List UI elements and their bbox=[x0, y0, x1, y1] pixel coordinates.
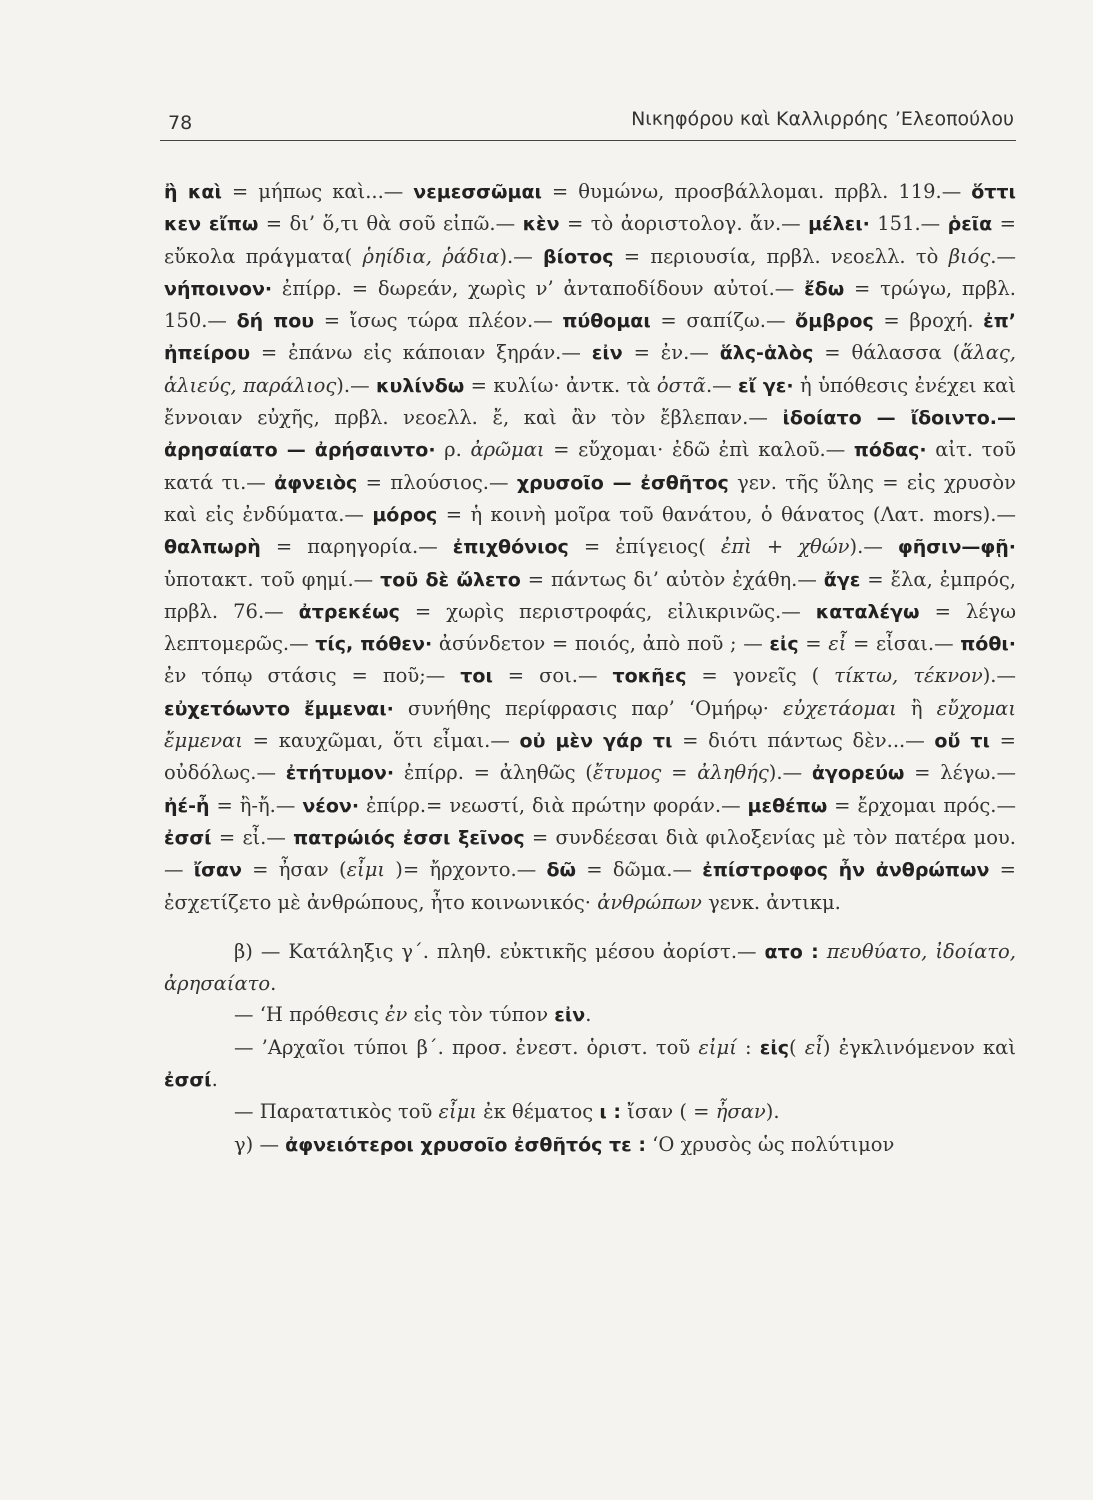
italic-term: εὔχομαι ἔμμεναι bbox=[164, 696, 1016, 753]
headword: εἴ γε· bbox=[738, 374, 794, 397]
text-run: . bbox=[270, 972, 277, 996]
italic-term: ῥηίδια, ῥάδια bbox=[362, 244, 500, 268]
headword: τοκῆες bbox=[612, 665, 687, 688]
text-run: ἐπίρρ.= νεωστί, διὰ πρώτην φοράν.— bbox=[359, 793, 748, 817]
text-run: β) — Κατάληξις γ΄. πληθ. εὐκτικῆς μέσου ἀορίστ.— bbox=[234, 939, 765, 963]
text-run: ). bbox=[765, 1100, 780, 1124]
headword: ι : bbox=[599, 1101, 621, 1124]
text-run: = πλούσιος.— bbox=[357, 470, 517, 494]
headword: οὐ μὲν γάρ τι bbox=[519, 730, 673, 753]
text-run: γ) — bbox=[234, 1132, 286, 1156]
text-run: ἐπίρρ. = ἀληθῶς ( bbox=[394, 761, 593, 785]
text-run: = εἶσαι.— bbox=[846, 632, 961, 656]
text-run: = διότι πάντως δὲν...— bbox=[672, 729, 935, 753]
text-run: = ἐπίγειος( bbox=[568, 535, 721, 559]
headword: ἀφνειότεροι χρυσοῖο ἐσθῆτός τε : bbox=[285, 1133, 646, 1156]
headword: δῶ bbox=[546, 859, 577, 882]
text-run: = ἴσως τώρα πλέον.— bbox=[314, 309, 563, 333]
headword: μόρος bbox=[372, 503, 438, 526]
headword: τοῦ δὲ ὤλετο bbox=[380, 568, 521, 591]
text-run: = λέγω λεπτομερῶς.— bbox=[164, 599, 1016, 656]
text-run: — Παρατατικὸς τοῦ bbox=[234, 1100, 439, 1124]
headword: ἔδω bbox=[804, 277, 845, 300]
headword: ἅλς-ἁλὸς bbox=[719, 342, 814, 365]
italic-term: ἐπὶ + χθών bbox=[720, 535, 850, 559]
text-run: ἢ bbox=[896, 696, 937, 720]
text-run: . bbox=[211, 1068, 218, 1092]
text-run: γενκ. ἀντικμ. bbox=[701, 890, 841, 914]
text-run: = γονεῖς ( bbox=[686, 664, 835, 688]
headword: πύθομαι bbox=[562, 310, 651, 333]
headword: δή που bbox=[236, 310, 315, 333]
note-b-preposition bbox=[164, 999, 1016, 1031]
headword: εἰς bbox=[769, 633, 799, 656]
headword: τοι bbox=[460, 665, 493, 688]
text-run bbox=[819, 940, 827, 963]
text-run: : bbox=[736, 1035, 760, 1059]
headword: πόθι· bbox=[960, 633, 1016, 656]
text-run: = bbox=[798, 632, 829, 656]
text-run: = βροχή. bbox=[873, 309, 984, 333]
headword: ἐσσί bbox=[164, 826, 212, 849]
note-g-paragraph bbox=[164, 1129, 1016, 1161]
headword: εἰν bbox=[554, 1004, 586, 1027]
headword: ὄμβρος bbox=[795, 310, 874, 333]
headword: νήποινον· bbox=[164, 277, 273, 300]
text-run: = εὔκολα πράγματα( bbox=[164, 212, 1016, 268]
text-run: = bbox=[661, 761, 698, 785]
text-run: = τὸ ἀοριστολογ. ἄν.— bbox=[559, 212, 809, 236]
headword: ῥεῖα bbox=[947, 213, 993, 236]
text-run: = ἔλα, ἐμπρός, πρβλ. 76.— bbox=[164, 567, 1016, 623]
headword: ἀφνειὸς bbox=[274, 471, 358, 494]
headword: πόδας· bbox=[853, 439, 927, 462]
text-run: = παρηγορία.— bbox=[260, 535, 453, 559]
text-run: ἐπίρρ. = δωρεάν, χωρὶς ν’ ἀνταποδίδουν αὐτοί.— bbox=[272, 276, 805, 300]
italic-term: ὀστᾶ bbox=[656, 373, 706, 397]
running-head: Νικηφόρου καὶ Καλλιρρόης ’Ελεοπούλου bbox=[631, 108, 1014, 130]
headword: ἐτήτυμον· bbox=[285, 762, 395, 785]
text-run: 151.— bbox=[869, 212, 948, 236]
text-run bbox=[290, 697, 304, 720]
page-number: 78 bbox=[168, 112, 193, 134]
text-run: = μήπως καὶ...— bbox=[221, 180, 414, 203]
text-run: ὑποτακτ. τοῦ φημί.— bbox=[164, 567, 381, 591]
headword: οὔ τι bbox=[934, 730, 990, 753]
headword: ἴσαν bbox=[193, 859, 242, 882]
text-run: = σοι.— bbox=[492, 664, 613, 688]
text-run: ἡ ὑπόθεσις ἐνέχει καὶ ἔννοιαν εὐχῆς, πρβλ. νεοελλ. ἔ, καὶ ἂν τὸν ἔβλεπαν.— bbox=[164, 373, 1016, 430]
text-run: = ἡ κοινὴ μοῖρα τοῦ θανάτου, ὁ θάνατος (Λατ. mors).— bbox=[437, 502, 1016, 526]
text-run: ρ. bbox=[435, 438, 471, 462]
text-run: ἐκ θέματος bbox=[476, 1100, 600, 1124]
headword: ὅττι κεν εἴπω bbox=[164, 181, 1016, 236]
headword: καταλέγω bbox=[815, 600, 920, 623]
headword: ἢ καὶ bbox=[164, 181, 222, 203]
text-run: = οὐδόλως.— bbox=[164, 729, 1016, 785]
text-run: ).— bbox=[849, 535, 898, 559]
text-run: — ‘Η πρόθεσις bbox=[234, 1003, 386, 1027]
text-run: ‘Ο χρυσὸς ὡς πολύτιμον bbox=[645, 1132, 895, 1156]
text-run: = λέγω.— bbox=[904, 761, 1016, 785]
headword: ἐπ’ ἠπείρου bbox=[164, 310, 1016, 365]
text-run: = περιουσία, πρβλ. νεοελλ. τὸ bbox=[613, 244, 949, 268]
headword: εἰν bbox=[591, 342, 623, 365]
headword: ἄγε bbox=[823, 568, 861, 591]
text-run: ἴσαν ( = bbox=[620, 1100, 716, 1124]
italic-term: ἀληθής bbox=[697, 761, 769, 785]
headword: μέλει· bbox=[808, 213, 870, 236]
note-b-archaic-forms bbox=[164, 1032, 1016, 1097]
headword: ἰδοίατο — ἴδοιντο.— ἀρησαίατο — ἀρήσαιντο· bbox=[164, 407, 1016, 462]
text-run: = ἐν.— bbox=[622, 341, 720, 365]
italic-term: εἶμι bbox=[438, 1100, 477, 1124]
italic-term: ἀρῶμαι bbox=[470, 438, 545, 462]
text-run: .— bbox=[705, 373, 739, 397]
text-run: = δι’ ὅ,τι θὰ σοῦ εἰπῶ.— bbox=[258, 212, 523, 236]
text-run: ἀσύνδετον = ποιός, ἀπὸ ποῦ ; — bbox=[432, 632, 770, 656]
headword: ἐπιχθόνιος bbox=[452, 536, 569, 559]
glossary-paragraph bbox=[164, 176, 1016, 918]
headword: νεμεσσῶμαι bbox=[413, 181, 542, 203]
text-run: = ἢ-ἤ.— bbox=[209, 793, 303, 817]
text-run: ).— bbox=[982, 664, 1016, 688]
text-run: = ἦσαν ( bbox=[241, 858, 347, 882]
headword: χρυσοῖο — ἐσθῆτος bbox=[516, 471, 729, 494]
italic-term: ἐν bbox=[385, 1003, 408, 1027]
text-run: ) ἐγκλινόμενον καὶ bbox=[822, 1035, 1016, 1059]
text-run: εἰς τὸν τύπον bbox=[407, 1003, 555, 1027]
headword: κυλίνδω bbox=[376, 374, 465, 397]
headword: ἔμμεναι· bbox=[304, 697, 394, 720]
text-run: = εἶ.— bbox=[211, 825, 294, 849]
italic-term: εὐχετάομαι bbox=[783, 696, 897, 720]
text-run: = θυμώνω, προσβάλλομαι. πρβλ. 119.— bbox=[541, 180, 972, 203]
italic-term: πευθύατο, ἰδοίατο, ἀρησαίατο bbox=[164, 939, 1017, 996]
text-run: )= ἤρχοντο.— bbox=[385, 858, 547, 882]
text-run: συνήθης περίφρασις παρ’ ‘Ομήρῳ· bbox=[393, 696, 784, 720]
note-b-imperfect bbox=[164, 1096, 1016, 1128]
italic-term: εἶ bbox=[828, 632, 847, 656]
headword: εἰς bbox=[759, 1036, 790, 1059]
headword: ἠέ-ἦ bbox=[164, 794, 210, 817]
headword: τίς, πόθεν· bbox=[315, 633, 433, 656]
text-run: = δῶμα.— bbox=[576, 858, 703, 882]
headword: εὐχετόωντο bbox=[164, 697, 291, 720]
headword: θαλπωρὴ bbox=[164, 536, 261, 559]
text-run: = συνδέεσαι διὰ φιλοξενίας μὲ τὸν πατέρα μου.— bbox=[164, 825, 1016, 882]
headword: φῆσιν—φῇ· bbox=[897, 536, 1016, 559]
text-run: = χωρὶς περιστροφάς, εἰλικρινῶς.— bbox=[399, 599, 816, 623]
text-run: = ἐσχετίζετο μὲ ἀνθρώπους, ἦτο κοινωνικός· bbox=[164, 858, 1016, 914]
page-header bbox=[160, 100, 1016, 141]
italic-term: βιός bbox=[948, 244, 991, 268]
italic-term: τίκτω, τέκνον bbox=[834, 664, 983, 688]
italic-term: ἀνθρώπων bbox=[597, 890, 702, 914]
text-run: = σαπίζω.— bbox=[650, 309, 796, 333]
text-run: ).— bbox=[768, 761, 812, 785]
headword: πατρώιός ἐσσι ξεῖνος bbox=[293, 826, 525, 849]
text-run: = πάντως δι’ αὐτὸν ἐχάθη.— bbox=[520, 567, 824, 591]
headword: νέον· bbox=[302, 794, 360, 817]
text-run: — ’Αρχαῖοι τύποι β΄. προσ. ἐνεστ. ὁριστ. τοῦ bbox=[234, 1035, 699, 1059]
headword: μεθέπω bbox=[747, 794, 828, 817]
text-run: αἰτ. τοῦ κατά τι.— bbox=[164, 438, 1017, 494]
text-run: = τρώγω, πρβλ. 150.— bbox=[164, 276, 1016, 333]
text-run: ( bbox=[789, 1035, 805, 1059]
text-run: = ἔρχομαι πρός.— bbox=[827, 793, 1017, 817]
text-run: ἐν τόπῳ στάσις = ποῦ;— bbox=[164, 664, 461, 688]
headword: ἀτρεκέως bbox=[298, 600, 400, 623]
text-run: .— bbox=[990, 244, 1016, 268]
italic-term: εἶ bbox=[804, 1035, 823, 1059]
headword: κὲν bbox=[522, 213, 560, 236]
text-run: γεν. τῆς ὕλης = εἰς χρυσὸν καὶ εἰς ἐνδύματα.— bbox=[164, 470, 1016, 526]
text-run: = καυχῶμαι, ὅτι εἶμαι.— bbox=[242, 729, 520, 753]
headword: βίοτος bbox=[543, 245, 614, 268]
headword: ἀγορεύω bbox=[811, 762, 905, 785]
text-run: = κυλίω· ἀντκ. τὰ bbox=[464, 373, 657, 397]
text-run: ).— bbox=[336, 373, 377, 397]
text-run: = θάλασσα ( bbox=[813, 341, 961, 365]
text-run: = εὔχομαι· ἐδῶ ἐπὶ καλοῦ.— bbox=[544, 438, 854, 462]
note-b-paragraph bbox=[164, 936, 1016, 1000]
italic-term: εἶμι bbox=[346, 858, 386, 882]
italic-term: ἅλας, ἁλιεύς, παράλιος bbox=[164, 341, 1017, 397]
italic-term: εἰμί bbox=[698, 1035, 737, 1059]
italic-term: ἦσαν bbox=[715, 1100, 766, 1124]
page-body bbox=[164, 176, 1016, 1161]
text-run: = ἐπάνω εἰς κάποιαν ξηράν.— bbox=[250, 341, 592, 365]
text-run: . bbox=[585, 1003, 592, 1027]
headword: ατο : bbox=[764, 940, 819, 963]
text-run: ).— bbox=[499, 244, 543, 268]
italic-term: ἔτυμος bbox=[592, 761, 662, 785]
headword: ἐσσί bbox=[164, 1069, 212, 1092]
headword: ἐπίστροφος ἦν ἀνθρώπων bbox=[702, 859, 990, 882]
